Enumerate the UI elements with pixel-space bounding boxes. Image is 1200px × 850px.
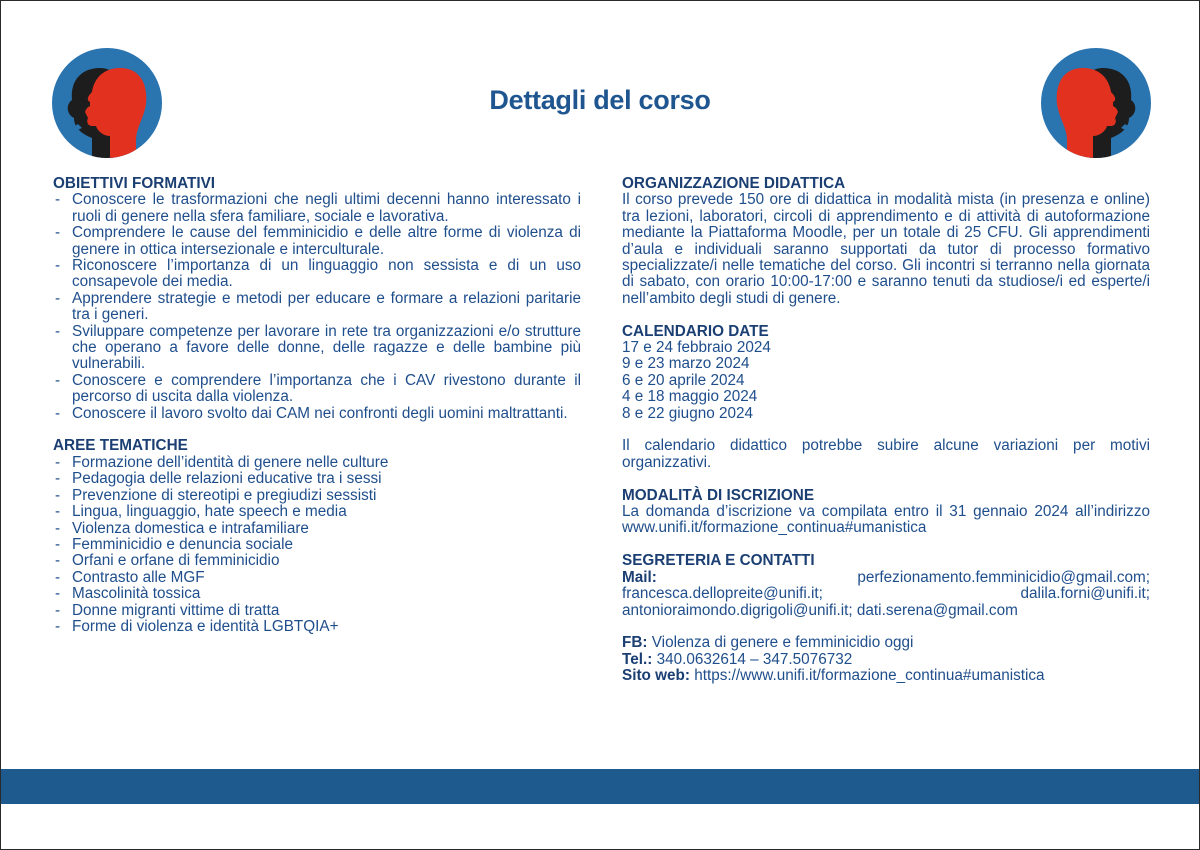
footer-band bbox=[1, 769, 1199, 804]
themes-list bbox=[53, 455, 581, 635]
list-item: - Conoscere e comprendere l’importanza che i CAV rivestono durante il percorso di uscita dalla violenza. bbox=[53, 373, 581, 406]
list-item: - Conoscere il lavoro svolto dai CAM nei confronti degli uomini maltrattanti. bbox=[53, 406, 581, 422]
calendar-title: CALENDARIO DATE bbox=[622, 322, 769, 340]
contacts-title: SEGRETERIA E CONTATTI bbox=[622, 552, 815, 570]
list-item: - Mascolinità tossica bbox=[53, 586, 581, 602]
calendar-date: 6 e 20 aprile 2024 bbox=[622, 371, 745, 389]
web-value: https://www.unifi.it/formazione_continua#umanistica bbox=[694, 667, 1045, 685]
calendar-date: 9 e 23 marzo 2024 bbox=[622, 355, 750, 373]
list-item: - Lingua, linguaggio, hate speech e media bbox=[53, 504, 581, 520]
contacts-fb bbox=[622, 635, 1150, 651]
list-item: - Femminicidio e denuncia sociale bbox=[53, 537, 581, 553]
list-item: - Pedagogia delle relazioni educative tra i sessi bbox=[53, 471, 581, 487]
mail-value: perfezionamento.femminicidio@gmail.com; francesca.dellopreite@unifi.it; dalila.forni@unifi.it; antonioraimondo.digrigoli@unifi.it; dati.serena@gmail.com bbox=[622, 568, 1150, 619]
organization-title: ORGANIZZAZIONE DIDATTICA bbox=[622, 175, 846, 192]
list-item: - Formazione dell’identità di genere nelle culture bbox=[53, 455, 581, 471]
themes-title: AREE TEMATICHE bbox=[53, 437, 188, 455]
objectives-title: OBIETTIVI FORMATIVI bbox=[53, 175, 216, 192]
contacts-web bbox=[622, 668, 1150, 684]
calendar-date: 17 e 24 febbraio 2024 bbox=[622, 339, 771, 357]
list-item: - Sviluppare competenze per lavorare in rete tra organizzazioni e/o strutture che operano a favore delle donne, delle ragazze e delle bambine più vulnerabili. bbox=[53, 324, 581, 373]
list-item: - Forme di violenza e identità LGBTQIA+ bbox=[53, 619, 581, 635]
tel-label: Tel.: bbox=[622, 650, 653, 668]
left-column bbox=[53, 176, 581, 635]
list-item: - Riconoscere l’importanza di un linguaggio non sessista e di un uso consapevole dei media. bbox=[53, 258, 581, 291]
mail-label: Mail: bbox=[622, 568, 657, 586]
page-title: Dettagli del corso bbox=[489, 85, 711, 115]
right-column bbox=[622, 176, 1150, 685]
contacts-tel bbox=[622, 652, 1150, 668]
list-item: - Prevenzione di stereotipi e pregiudizi sessisti bbox=[53, 488, 581, 504]
list-item: - Contrasto alle MGF bbox=[53, 570, 581, 586]
calendar-note: Il calendario didattico potrebbe subire alcune variazioni per motivi organizzativi. bbox=[622, 437, 1150, 471]
tel-value: 340.0632614 – 347.5076732 bbox=[656, 650, 853, 668]
objectives-list bbox=[53, 192, 581, 422]
calendar-date: 4 e 18 maggio 2024 bbox=[622, 388, 758, 406]
enrollment-title: MODALITÀ DI ISCRIZIONE bbox=[622, 486, 815, 504]
fb-value: Violenza di genere e femminicidio oggi bbox=[651, 634, 914, 652]
enrollment-text: La domanda d’iscrizione va compilata entro il 31 gennaio 2024 all’indirizzo www.unifi.it/formazione_continua#umanistica bbox=[622, 503, 1150, 537]
list-item: - Conoscere le trasformazioni che negli ultimi decenni hanno interessato i ruoli di genere nella sfera familiare, sociale e lavorativa. bbox=[53, 192, 581, 225]
calendar-date: 8 e 22 giugno 2024 bbox=[622, 404, 753, 422]
list-item: - Donne migranti vittime di tratta bbox=[53, 603, 581, 619]
list-item: - Comprendere le cause del femminicidio e delle altre forme di violenza di genere in ottica intersezionale e interculturale. bbox=[53, 225, 581, 258]
organization-text: Il corso prevede 150 ore di didattica in modalità mista (in presenza e online) tra lezioni, laboratori, circoli di apprendimento e di attività di autoformazione mediante la Piattaforma Moodle, per un totale di 25 CFU. Gli apprendimenti d’aula e individuali saranno supportati da tutor di processo formativo specializzate/i nelle tematiche del corso. Gli incontri si terranno nella giornata di sabato, con orario 10:00-17:00 e saranno tenuti da studiose/i ed esperte/i nell’ambito degli studi di genere. bbox=[622, 191, 1150, 307]
fb-label: FB: bbox=[622, 634, 648, 652]
contacts-mail bbox=[622, 570, 1150, 619]
list-item: - Violenza domestica e intrafamiliare bbox=[53, 521, 581, 537]
web-label: Sito web: bbox=[622, 667, 690, 685]
list-item: - Orfani e orfane di femminicidio bbox=[53, 553, 581, 569]
list-item: - Apprendere strategie e metodi per educare e formare a relazioni paritarie tra i generi. bbox=[53, 291, 581, 324]
